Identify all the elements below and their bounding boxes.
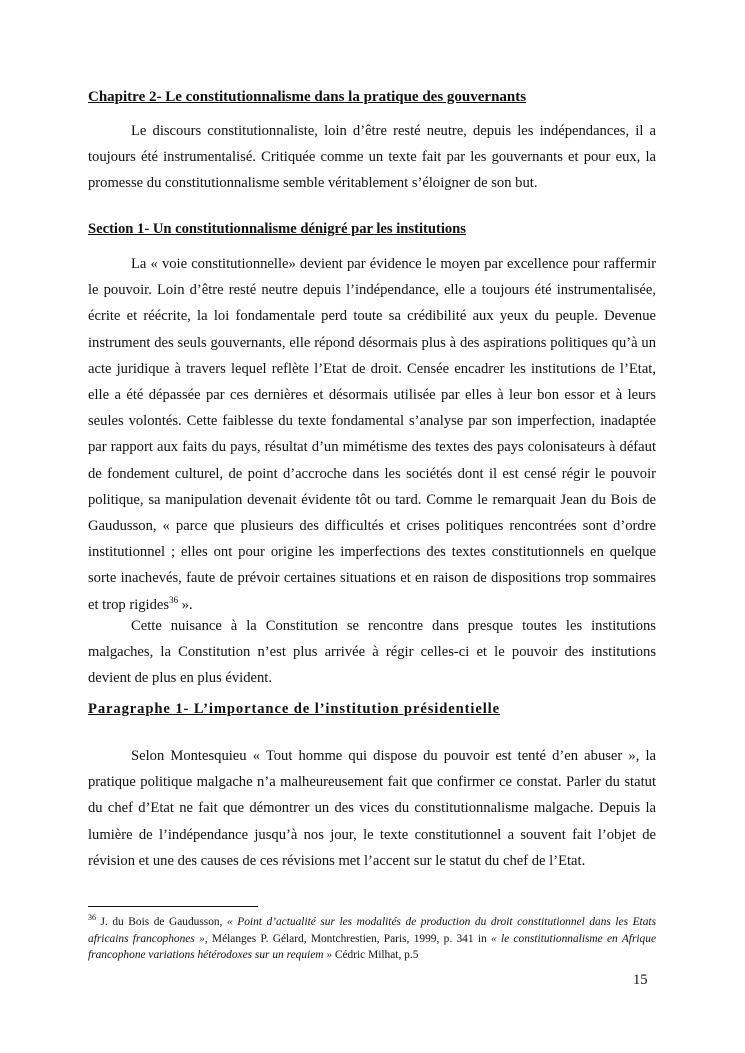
section-paragraph-1-text: La « voie constitutionnelle» devient par évidence le moyen par excellence pour raffermir le pouvoir. Loin d’être resté neutre depuis l’indépendance, elle a toujours été instrumentalisée, écrite et réécrite, la loi fondamentale perd toute sa crédibilité aux yeux du peuple. Devenue instrument des seuls gouvernants, elle répond désormais plus à des aspirations politiques qu’à un acte juridique à travers lequel reflète l’Etat de droit. Censée encadrer les institutions de l’Etat, elle a été dépassée par ces dernières et désormais utilisée par elles à leur bon essor et à leurs seules volontés. Cette faiblesse du texte fondamental s’analyse par son imperfection, inadaptée par rapport aux faits du pays, résultat d’un mimétisme des textes des pays colonisateurs à défaut de fondement culturel, de point d’accroche dans les sociétés dont il est censé régir le pouvoir politique, sa manipulation devenait évidente tôt ou tard. Comme le remarquait Jean du Bois de Gaudusson, « parce que plusieurs des difficultés et crises politiques rencontrées sont d’ordre institutionnel ; elles ont pour origine les imperfections des textes constitutionnels en quelque sorte inachevés, faute de prévoir certaines situations et en raison de dispositions trop sommaires et trop rigides	[88, 256, 656, 613]
section-paragraph-2: Cette nuisance à la Constitution se rencontre dans presque toutes les institutions malgaches, la Constitution n’est plus arrivée à régir celles-ci et le pouvoir des institutions devient de plus en plus évident.	[88, 618, 656, 687]
paragraph-text: Selon Montesquieu « Tout homme qui dispose du pouvoir est tenté d’en abuser », la pratique politique malgache n’a malheureusement fait que confirmer ce constat. Parler du statut du chef d’Etat ne fait que démontrer un des vices du constitutionnalisme malgache. Depuis la lumière de l’indépendance jusqu’à nos jour, le texte constitutionnel a souvent fait l’objet de révision et une des causes de ces révisions met l’accent sur le statut du chef de l’Etat.	[88, 748, 656, 869]
chapter-intro-paragraph: Le discours constitutionnaliste, loin d’être resté neutre, depuis les indépendances, il a toujours été instrumentalisé. Critiquée comme un texte fait par les gouvernants et pour eux, la promesse du constitutionnalisme semble véritablement s’éloigner de son but.	[88, 123, 656, 192]
section-paragraph-1	[88, 251, 656, 618]
page-number: 15	[633, 972, 648, 988]
footnote-title: « Point d’actualité sur les modalités de production du droit constitutionnel dans les Etats africains francophones »	[88, 916, 656, 945]
footnote	[88, 914, 656, 964]
chapter-title: Chapitre 2- Le constitutionnalisme dans la pratique des gouvernants	[88, 89, 527, 105]
footnote-source-author: Cédric Milhat, p.5	[332, 949, 419, 961]
footnote-publication: , Mélanges P. Gélard, Montchrestien, Paris, 1999, p. 341 in	[204, 932, 491, 945]
section-title: Section 1- Un constitutionnalisme dénigré par les institutions	[88, 221, 466, 237]
footnote-separator	[88, 906, 258, 907]
footnote-source-title: « le constitutionnalisme en Afrique francophone variations hétérodoxes sur un requiem »	[88, 932, 656, 961]
footnote-reference[interactable]: 36	[169, 594, 179, 605]
footnote-author: J. du Bois de Gaudusson,	[96, 916, 228, 928]
section-paragraph-1-end: ».	[178, 596, 193, 613]
paragraph-title: Paragraphe 1- L’importance de l’institution présidentielle	[88, 701, 501, 717]
footnote-number: 36	[88, 913, 96, 923]
